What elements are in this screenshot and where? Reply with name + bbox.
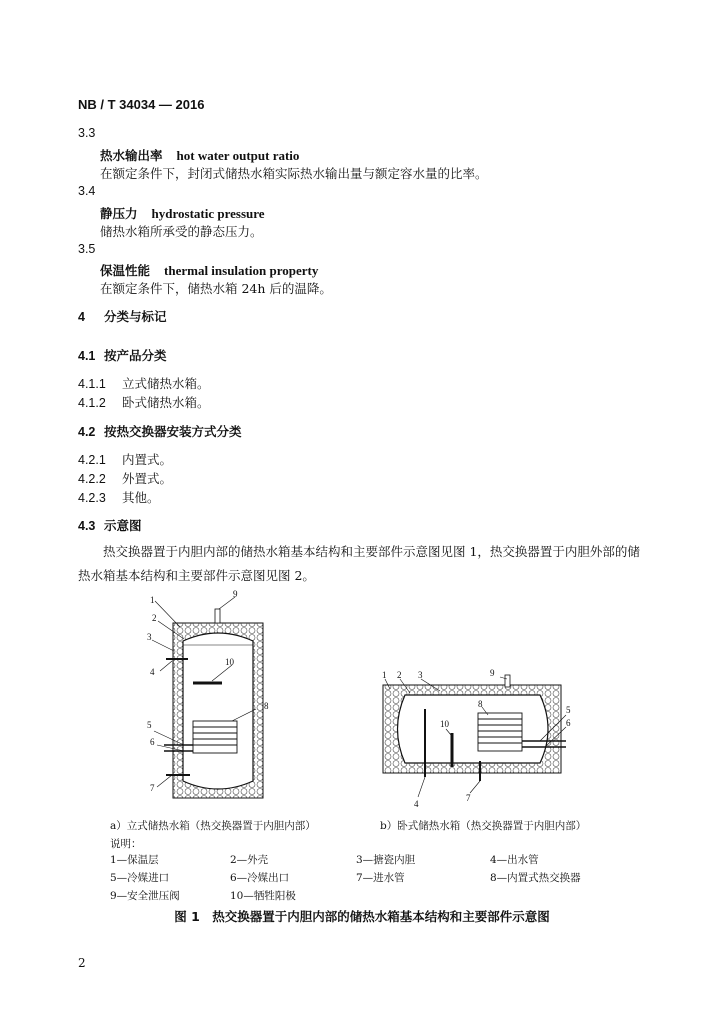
inner-tank — [398, 695, 549, 763]
legend-item: 7—进水管 — [356, 872, 405, 884]
figure-subcaption-b: b）卧式储热水箱（热交换器置于内胆内部） — [380, 820, 587, 832]
item-number: 4.2.3 — [78, 491, 106, 505]
callout-label: 8 — [478, 699, 483, 709]
term-zh: 静压力 — [100, 206, 138, 221]
callout-label: 3 — [418, 670, 423, 680]
list-item — [78, 393, 210, 411]
callout-label: 1 — [382, 670, 387, 680]
item-number: 4.2.1 — [78, 453, 106, 467]
section-heading — [78, 307, 167, 325]
section-number: 4.2 — [78, 425, 96, 439]
legend-item: 6—冷媒出口 — [230, 872, 290, 884]
callout-label: 4 — [414, 799, 419, 809]
safety-valve — [505, 675, 510, 687]
term-zh: 热水输出率 — [100, 148, 163, 163]
callout-label: 9 — [233, 589, 238, 599]
term-heading — [100, 204, 265, 222]
callout-label: 1 — [150, 595, 155, 605]
section-heading — [78, 516, 142, 534]
section-title: 按产品分类 — [104, 348, 167, 363]
page-number: 2 — [78, 956, 86, 970]
term-en: thermal insulation property — [164, 263, 319, 278]
item-text: 内置式。 — [122, 452, 173, 467]
list-item — [78, 488, 160, 506]
callout-label: 5 — [147, 720, 152, 730]
item-text: 其他。 — [122, 490, 160, 505]
section-title: 分类与标记 — [104, 309, 167, 324]
callout-label: 10 — [440, 719, 449, 729]
callout-label: 2 — [152, 613, 157, 623]
callout-label: 5 — [566, 705, 571, 715]
callout-label: 6 — [150, 737, 155, 747]
section-heading — [78, 422, 242, 440]
standard-header: NB / T 34034 — 2016 — [78, 97, 205, 112]
figure-caption: 图 1 热交换器置于内胆内部的储热水箱基本结构和主要部件示意图 — [174, 909, 550, 924]
term-heading — [100, 261, 318, 279]
section-title: 示意图 — [104, 518, 142, 533]
term-en: hydrostatic pressure — [151, 206, 265, 221]
term-heading — [100, 146, 299, 164]
horizontal-tank-diagram — [382, 668, 571, 809]
clause-number: 3.5 — [78, 242, 96, 256]
item-text: 卧式储热水箱。 — [122, 395, 210, 410]
legend-item: 1—保温层 — [110, 854, 159, 866]
list-item — [78, 469, 172, 487]
term-definition: 在额定条件下，储热水箱 24h 后的温降。 — [100, 281, 332, 296]
term-en: hot water output ratio — [176, 148, 300, 163]
item-number: 4.1.1 — [78, 377, 106, 391]
section-heading — [78, 346, 167, 364]
figure-1-diagram — [0, 585, 724, 815]
callout-label: 4 — [150, 667, 155, 677]
section-title: 按热交换器安装方式分类 — [104, 424, 242, 439]
inner-tank — [183, 633, 253, 789]
term-definition: 在额定条件下，封闭式储热水箱实际热水输出量与额定容水量的比率。 — [100, 166, 488, 181]
figure-subcaption-a: a）立式储热水箱（热交换器置于内胆内部） — [110, 820, 316, 832]
section-number: 4.3 — [78, 519, 96, 533]
item-number: 4.1.2 — [78, 396, 106, 410]
item-number: 4.2.2 — [78, 472, 106, 486]
list-item — [78, 450, 172, 468]
legend-item: 4—出水管 — [490, 854, 539, 866]
legend-item: 10—牺牲阳极 — [230, 890, 296, 902]
legend-item: 8—内置式热交换器 — [490, 872, 581, 884]
callout-label: 10 — [225, 657, 234, 667]
callout-label: 8 — [264, 701, 269, 711]
safety-valve — [215, 609, 220, 623]
legend-item: 3—搪瓷内胆 — [356, 854, 416, 866]
legend-title: 说明： — [110, 838, 142, 850]
clause-number: 3.3 — [78, 126, 96, 140]
list-item — [78, 374, 210, 392]
body-paragraph: 热交换器置于内胆内部的储热水箱基本结构和主要部件示意图见图 1，热交换器置于内胆外部的储热水箱基本结构和主要部件示意图见图 2。 — [78, 544, 640, 583]
item-text: 外置式。 — [122, 471, 173, 486]
legend-item: 9—安全泄压阀 — [110, 890, 180, 902]
item-text: 立式储热水箱。 — [122, 376, 210, 391]
clause-number: 3.4 — [78, 184, 96, 198]
callout-label: 7 — [466, 793, 471, 803]
section-number: 4.1 — [78, 349, 96, 363]
section-number: 4 — [78, 310, 85, 324]
term-definition: 储热水箱所承受的静态压力。 — [100, 224, 263, 239]
legend-item: 5—冷媒进口 — [110, 872, 170, 884]
callout-label: 3 — [147, 632, 152, 642]
vertical-tank-diagram — [147, 589, 269, 798]
callout-label: 6 — [566, 718, 571, 728]
legend-item: 2—外壳 — [230, 854, 269, 866]
callout-label: 7 — [150, 783, 155, 793]
term-zh: 保温性能 — [100, 263, 151, 278]
callout-label: 9 — [490, 668, 495, 678]
callout-label: 2 — [397, 670, 402, 680]
